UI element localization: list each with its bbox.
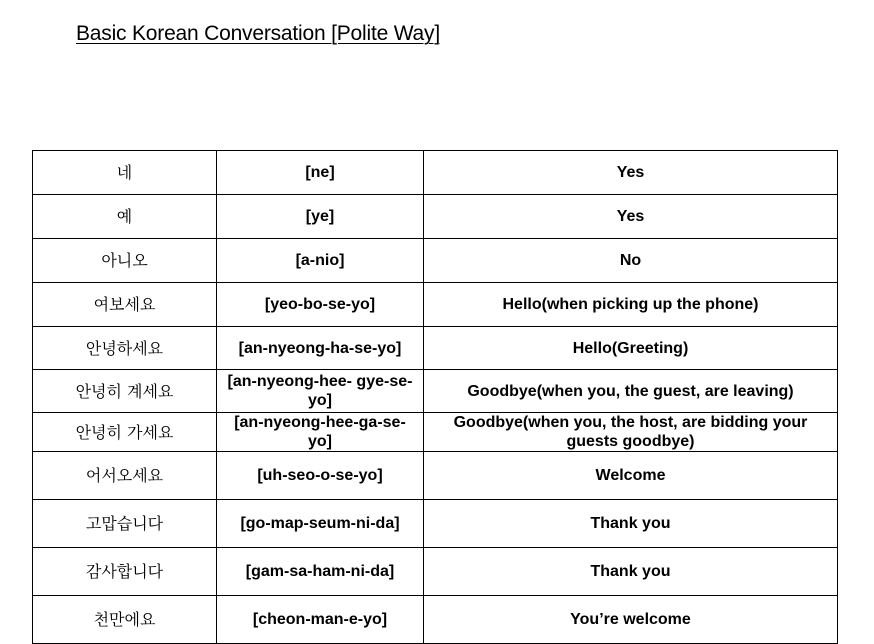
romanization-cell: [uh-seo-o-se-yo] [217,452,424,500]
korean-cell: 안녕히 계세요 [33,370,217,413]
korean-cell: 천만에요 [33,596,217,644]
table-row [33,283,838,327]
table-row [33,548,838,596]
korean-cell: 안녕히 가세요 [33,413,217,452]
korean-cell: 여보세요 [33,283,217,327]
table-row [33,239,838,283]
english-cell: Welcome [424,452,838,500]
romanization-cell: [ye] [217,195,424,239]
romanization-cell: [cheon-man-e-yo] [217,596,424,644]
korean-cell: 안녕하세요 [33,327,217,370]
table-row [33,151,838,195]
korean-cell: 아니오 [33,239,217,283]
page-title: Basic Korean Conversation [Polite Way] [76,22,440,45]
korean-cell: 예 [33,195,217,239]
romanization-cell: [go-map-seum-ni-da] [217,500,424,548]
table-row [33,596,838,644]
romanization-cell: [an-nyeong-hee- gye-se-yo] [217,370,424,413]
korean-cell: 감사합니다 [33,548,217,596]
english-cell: Yes [424,151,838,195]
english-cell: You’re welcome [424,596,838,644]
english-cell: Thank you [424,548,838,596]
english-cell: Yes [424,195,838,239]
english-cell: Goodbye(when you, the host, are bidding your guests goodbye) [424,413,838,452]
romanization-cell: [a-nio] [217,239,424,283]
korean-cell: 고맙습니다 [33,500,217,548]
table-row [33,452,838,500]
table-row [33,500,838,548]
english-cell: Hello(Greeting) [424,327,838,370]
table-row [33,370,838,413]
english-cell: Goodbye(when you, the guest, are leaving) [424,370,838,413]
korean-cell: 어서오세요 [33,452,217,500]
table-row [33,195,838,239]
romanization-cell: [gam-sa-ham-ni-da] [217,548,424,596]
phrase-table [32,150,838,644]
english-cell: No [424,239,838,283]
table-row [33,327,838,370]
romanization-cell: [yeo-bo-se-yo] [217,283,424,327]
korean-cell: 네 [33,151,217,195]
english-cell: Hello(when picking up the phone) [424,283,838,327]
romanization-cell: [an-nyeong-ha-se-yo] [217,327,424,370]
english-cell: Thank you [424,500,838,548]
table-row [33,413,838,452]
romanization-cell: [ne] [217,151,424,195]
romanization-cell: [an-nyeong-hee-ga-se-yo] [217,413,424,452]
